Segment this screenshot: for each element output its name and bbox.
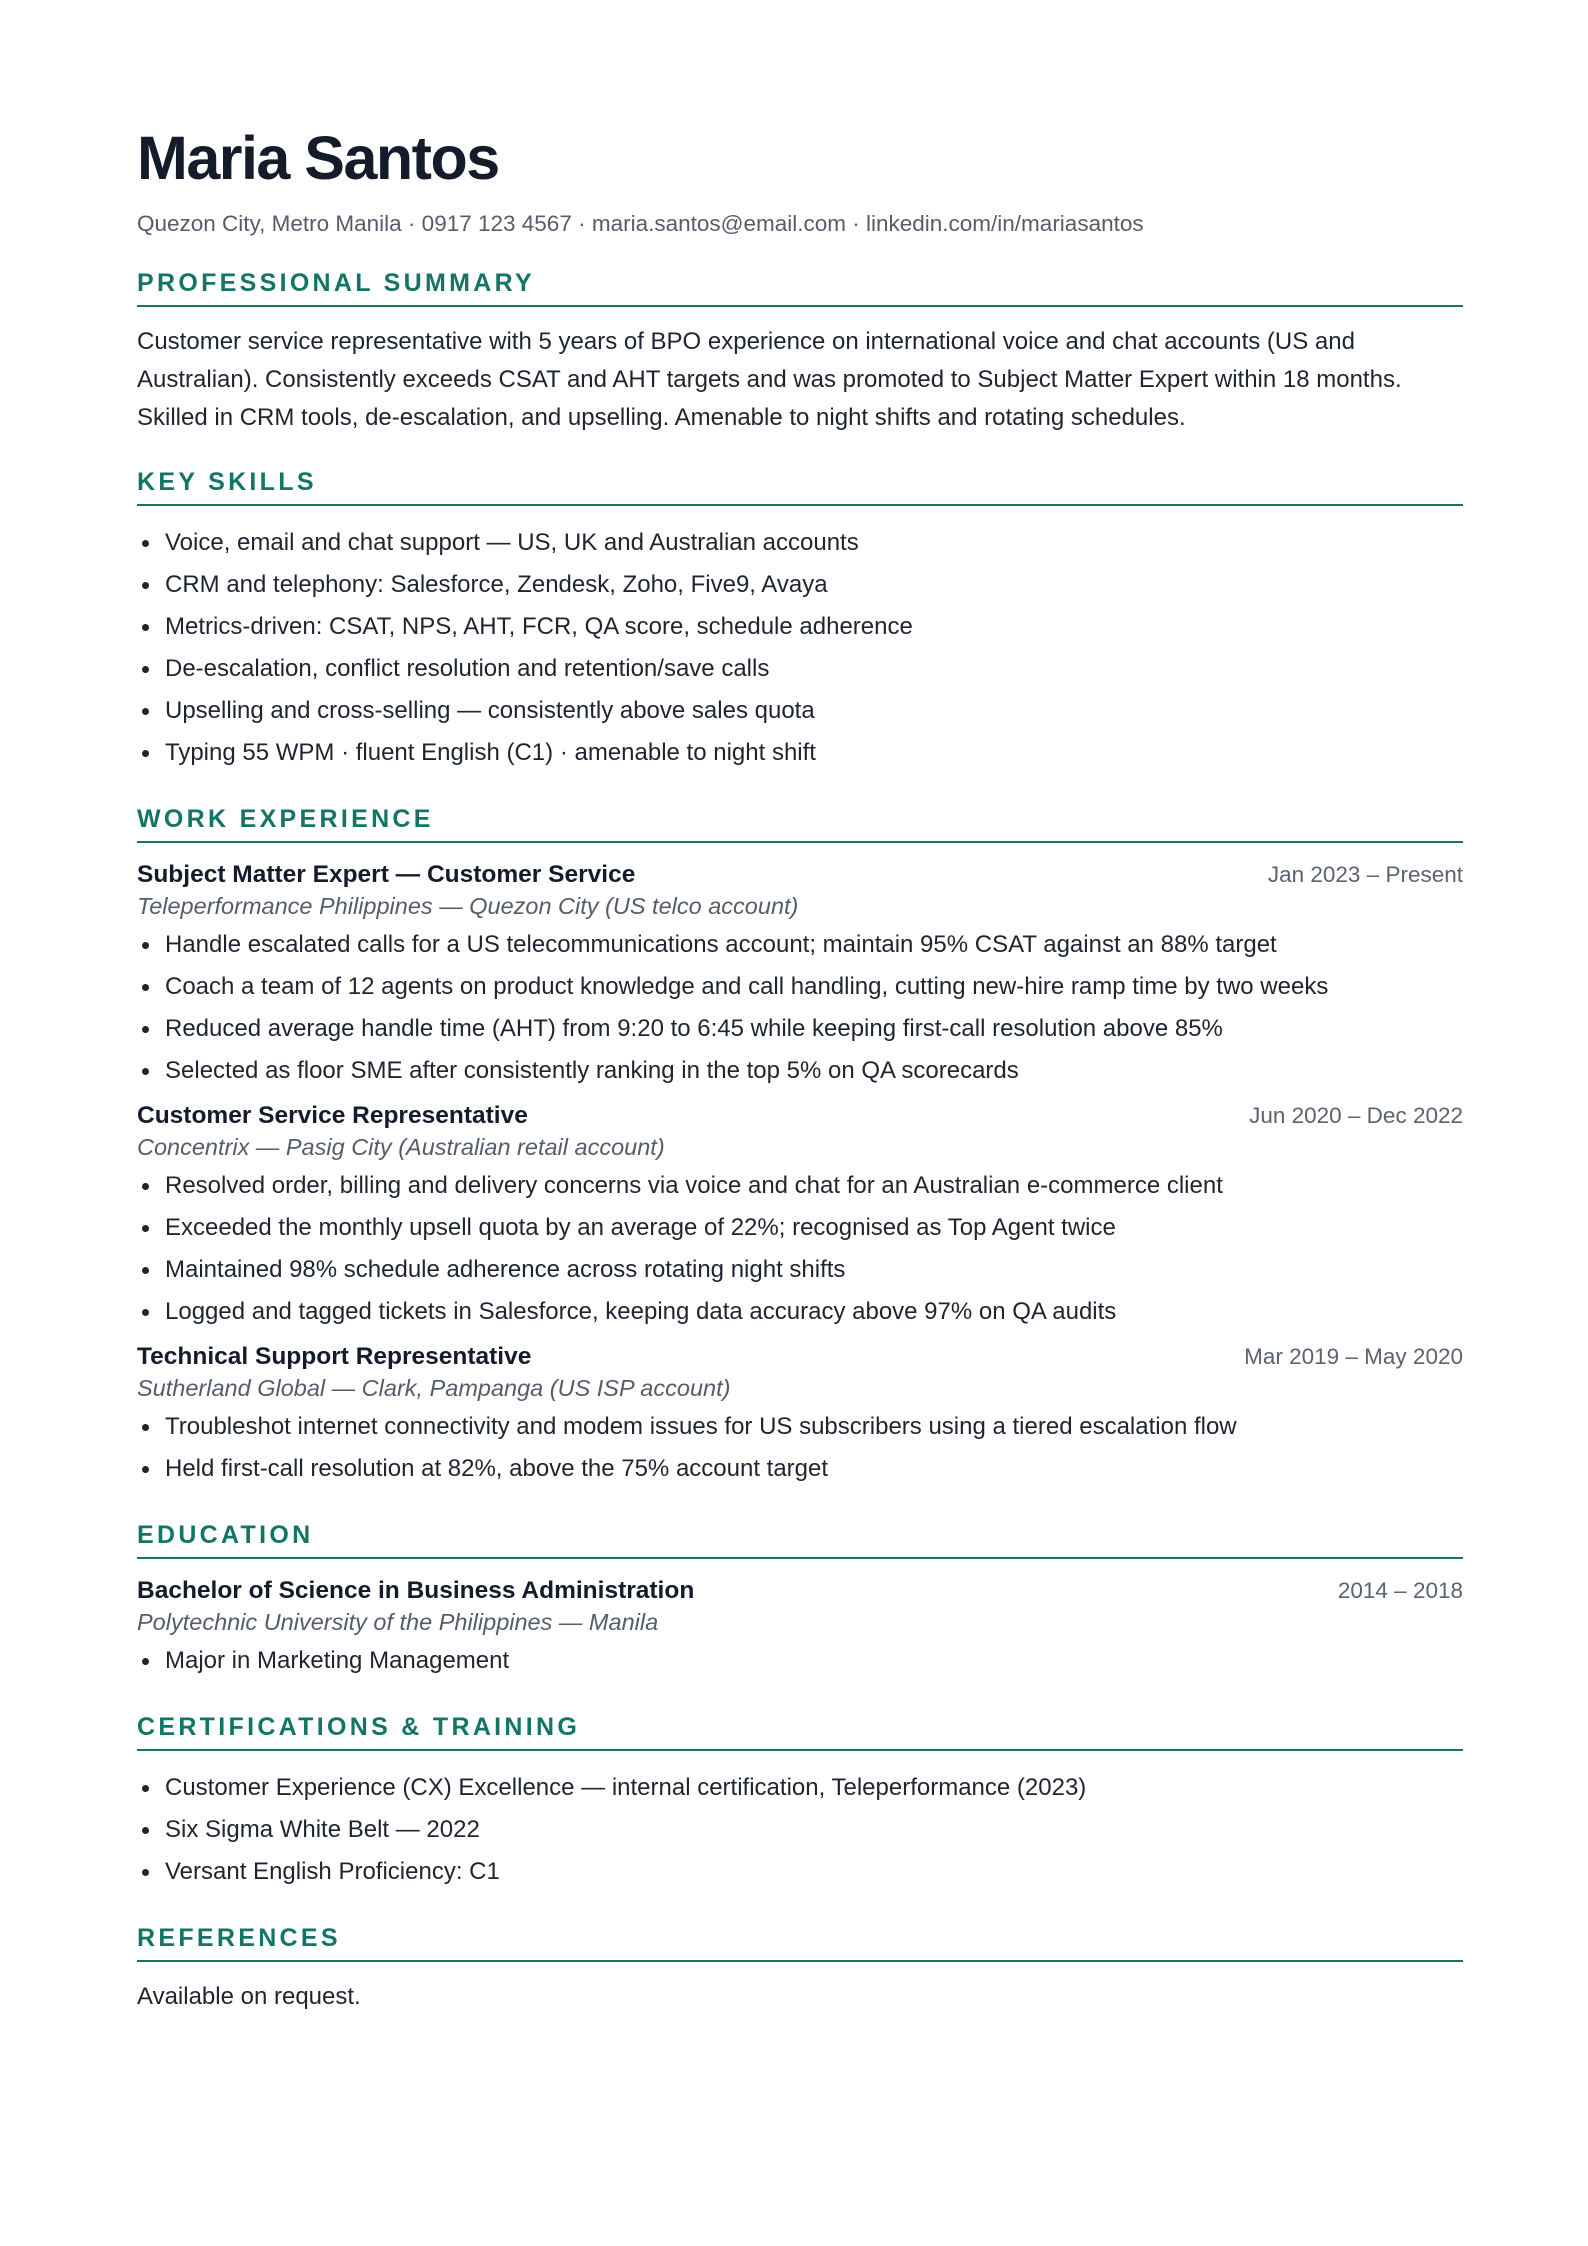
- job-header: [137, 859, 1463, 891]
- job-bullet-text: Maintained 98% schedule adherence across rotating night shifts: [165, 1256, 846, 1283]
- job-dates: Jan 2023 – Present: [1267, 862, 1463, 887]
- education-dates: 2014 – 2018: [1337, 1578, 1463, 1603]
- skill-item: [137, 648, 1463, 690]
- bullet-dot: [142, 1827, 149, 1834]
- job-bullets: [137, 1165, 1463, 1333]
- bullet-dot: [142, 624, 149, 631]
- job-dates: Jun 2020 – Dec 2022: [1249, 1103, 1463, 1128]
- job-entry: [137, 1341, 1463, 1490]
- certification-item: [137, 1809, 1463, 1851]
- job-entry: [137, 1100, 1463, 1333]
- skill-text: Metrics-driven: CSAT, NPS, AHT, FCR, QA score, schedule adherence: [165, 613, 913, 640]
- bullet-dot: [142, 1183, 149, 1190]
- job-bullet: [137, 1448, 1463, 1490]
- job-bullet: [137, 924, 1463, 966]
- job-header: [137, 1100, 1463, 1132]
- job-bullet-text: Handle escalated calls for a US telecommunications account; maintain 95% CSAT against an 88% target: [165, 931, 1277, 958]
- job-bullet-text: Held first-call resolution at 82%, above the 75% account target: [165, 1455, 829, 1482]
- bullet-dot: [142, 582, 149, 589]
- skill-item: [137, 690, 1463, 732]
- education-entry: [137, 1575, 1463, 1682]
- bullet-dot: [142, 1785, 149, 1792]
- education-heading: EDUCATION: [137, 1520, 1463, 1559]
- job-bullet-text: Reduced average handle time (AHT) from 9:20 to 6:45 while keeping first-call resolution above 85%: [165, 1015, 1223, 1042]
- job-bullets: [137, 924, 1463, 1092]
- job-bullet: [137, 1165, 1463, 1207]
- job-bullet: [137, 1291, 1463, 1333]
- skills-section: [137, 467, 1463, 774]
- candidate-name: Maria Santos: [137, 124, 499, 192]
- education-bullet: [137, 1640, 1463, 1682]
- certifications-list: [137, 1767, 1463, 1893]
- skills-heading: KEY SKILLS: [137, 467, 1463, 506]
- job-bullet-text: Troubleshot internet connectivity and modem issues for US subscribers using a tiered escalation flow: [165, 1413, 1237, 1440]
- job-bullet: [137, 1406, 1463, 1448]
- skill-item: [137, 522, 1463, 564]
- bullet-dot: [142, 984, 149, 991]
- education-bullets: [137, 1640, 1463, 1682]
- skill-item: [137, 606, 1463, 648]
- contact-line: Quezon City, Metro Manila · 0917 123 4567 · maria.santos@email.com · linkedin.com/in/mariasantos: [137, 211, 1144, 236]
- bullet-dot: [142, 942, 149, 949]
- job-bullets: [137, 1406, 1463, 1490]
- skill-text: De-escalation, conflict resolution and retention/save calls: [165, 655, 770, 682]
- summary-section: [137, 268, 1463, 437]
- certification-text: Six Sigma White Belt — 2022: [165, 1816, 480, 1843]
- bullet-dot: [142, 1658, 149, 1665]
- certifications-heading: CERTIFICATIONS & TRAINING: [137, 1712, 1463, 1751]
- bullet-dot: [142, 1309, 149, 1316]
- bullet-dot: [142, 666, 149, 673]
- school-name: Polytechnic University of the Philippines — Manila: [137, 1609, 659, 1635]
- summary-text: Customer service representative with 5 years of BPO experience on international voice and chat accounts (US and Australian). Consistently exceeds CSAT and AHT targets and was promoted to Subject Matter Expert within 18 months. Skilled in CRM tools, de-escalation, and upselling. Amenable to night shifts and rotating schedules.: [137, 328, 1402, 431]
- job-bullet-text: Resolved order, billing and delivery concerns via voice and chat for an Australian e-commerce client: [165, 1172, 1223, 1199]
- education-section: [137, 1520, 1463, 1682]
- references-section: [137, 1923, 1463, 2016]
- job-bullet-text: Logged and tagged tickets in Salesforce, keeping data accuracy above 97% on QA audits: [165, 1298, 1117, 1325]
- job-bullet-text: Selected as floor SME after consistently ranking in the top 5% on QA scorecards: [165, 1057, 1019, 1084]
- summary-heading: PROFESSIONAL SUMMARY: [137, 268, 1463, 307]
- job-bullet: [137, 1207, 1463, 1249]
- bullet-dot: [142, 750, 149, 757]
- certification-item: [137, 1767, 1463, 1809]
- job-bullet: [137, 966, 1463, 1008]
- skill-text: Voice, email and chat support — US, UK and Australian accounts: [165, 529, 859, 556]
- job-bullet: [137, 1008, 1463, 1050]
- bullet-dot: [142, 1424, 149, 1431]
- bullet-dot: [142, 1225, 149, 1232]
- education-bullet-text: Major in Marketing Management: [165, 1647, 510, 1674]
- bullet-dot: [142, 540, 149, 547]
- references-heading: REFERENCES: [137, 1923, 1463, 1962]
- bullet-dot: [142, 1267, 149, 1274]
- bullet-dot: [142, 708, 149, 715]
- job-entry: [137, 859, 1463, 1092]
- references-text: Available on request.: [137, 1983, 361, 2010]
- job-bullet: [137, 1050, 1463, 1092]
- bullet-dot: [142, 1068, 149, 1075]
- certification-text: Versant English Proficiency: C1: [165, 1858, 500, 1885]
- bullet-dot: [142, 1026, 149, 1033]
- resume-page: [137, 118, 1463, 2016]
- education-header: [137, 1575, 1463, 1607]
- job-bullet: [137, 1249, 1463, 1291]
- skills-list: [137, 522, 1463, 774]
- bullet-dot: [142, 1466, 149, 1473]
- certifications-section: [137, 1712, 1463, 1893]
- job-title: Technical Support Representative: [137, 1343, 532, 1370]
- job-title: Subject Matter Expert — Customer Service: [137, 861, 636, 888]
- bullet-dot: [142, 1869, 149, 1876]
- experience-section: [137, 804, 1463, 1490]
- skill-text: CRM and telephony: Salesforce, Zendesk, Zoho, Five9, Avaya: [165, 571, 828, 598]
- certification-text: Customer Experience (CX) Excellence — internal certification, Teleperformance (2023): [165, 1774, 1087, 1801]
- skill-text: Typing 55 WPM · fluent English (C1) · amenable to night shift: [165, 739, 816, 766]
- job-dates: Mar 2019 – May 2020: [1244, 1344, 1463, 1369]
- job-bullet-text: Coach a team of 12 agents on product knowledge and call handling, cutting new-hire ramp time by two weeks: [165, 973, 1329, 1000]
- job-header: [137, 1341, 1463, 1373]
- job-organization: Teleperformance Philippines — Quezon City (US telco account): [137, 893, 799, 919]
- skill-item: [137, 564, 1463, 606]
- experience-heading: WORK EXPERIENCE: [137, 804, 1463, 843]
- skill-text: Upselling and cross-selling — consistently above sales quota: [165, 697, 815, 724]
- job-bullet-text: Exceeded the monthly upsell quota by an average of 22%; recognised as Top Agent twice: [165, 1214, 1116, 1241]
- skill-item: [137, 732, 1463, 774]
- degree-title: Bachelor of Science in Business Administration: [137, 1577, 695, 1604]
- job-organization: Concentrix — Pasig City (Australian retail account): [137, 1134, 665, 1160]
- certification-item: [137, 1851, 1463, 1893]
- job-title: Customer Service Representative: [137, 1102, 528, 1129]
- job-organization: Sutherland Global — Clark, Pampanga (US ISP account): [137, 1375, 731, 1401]
